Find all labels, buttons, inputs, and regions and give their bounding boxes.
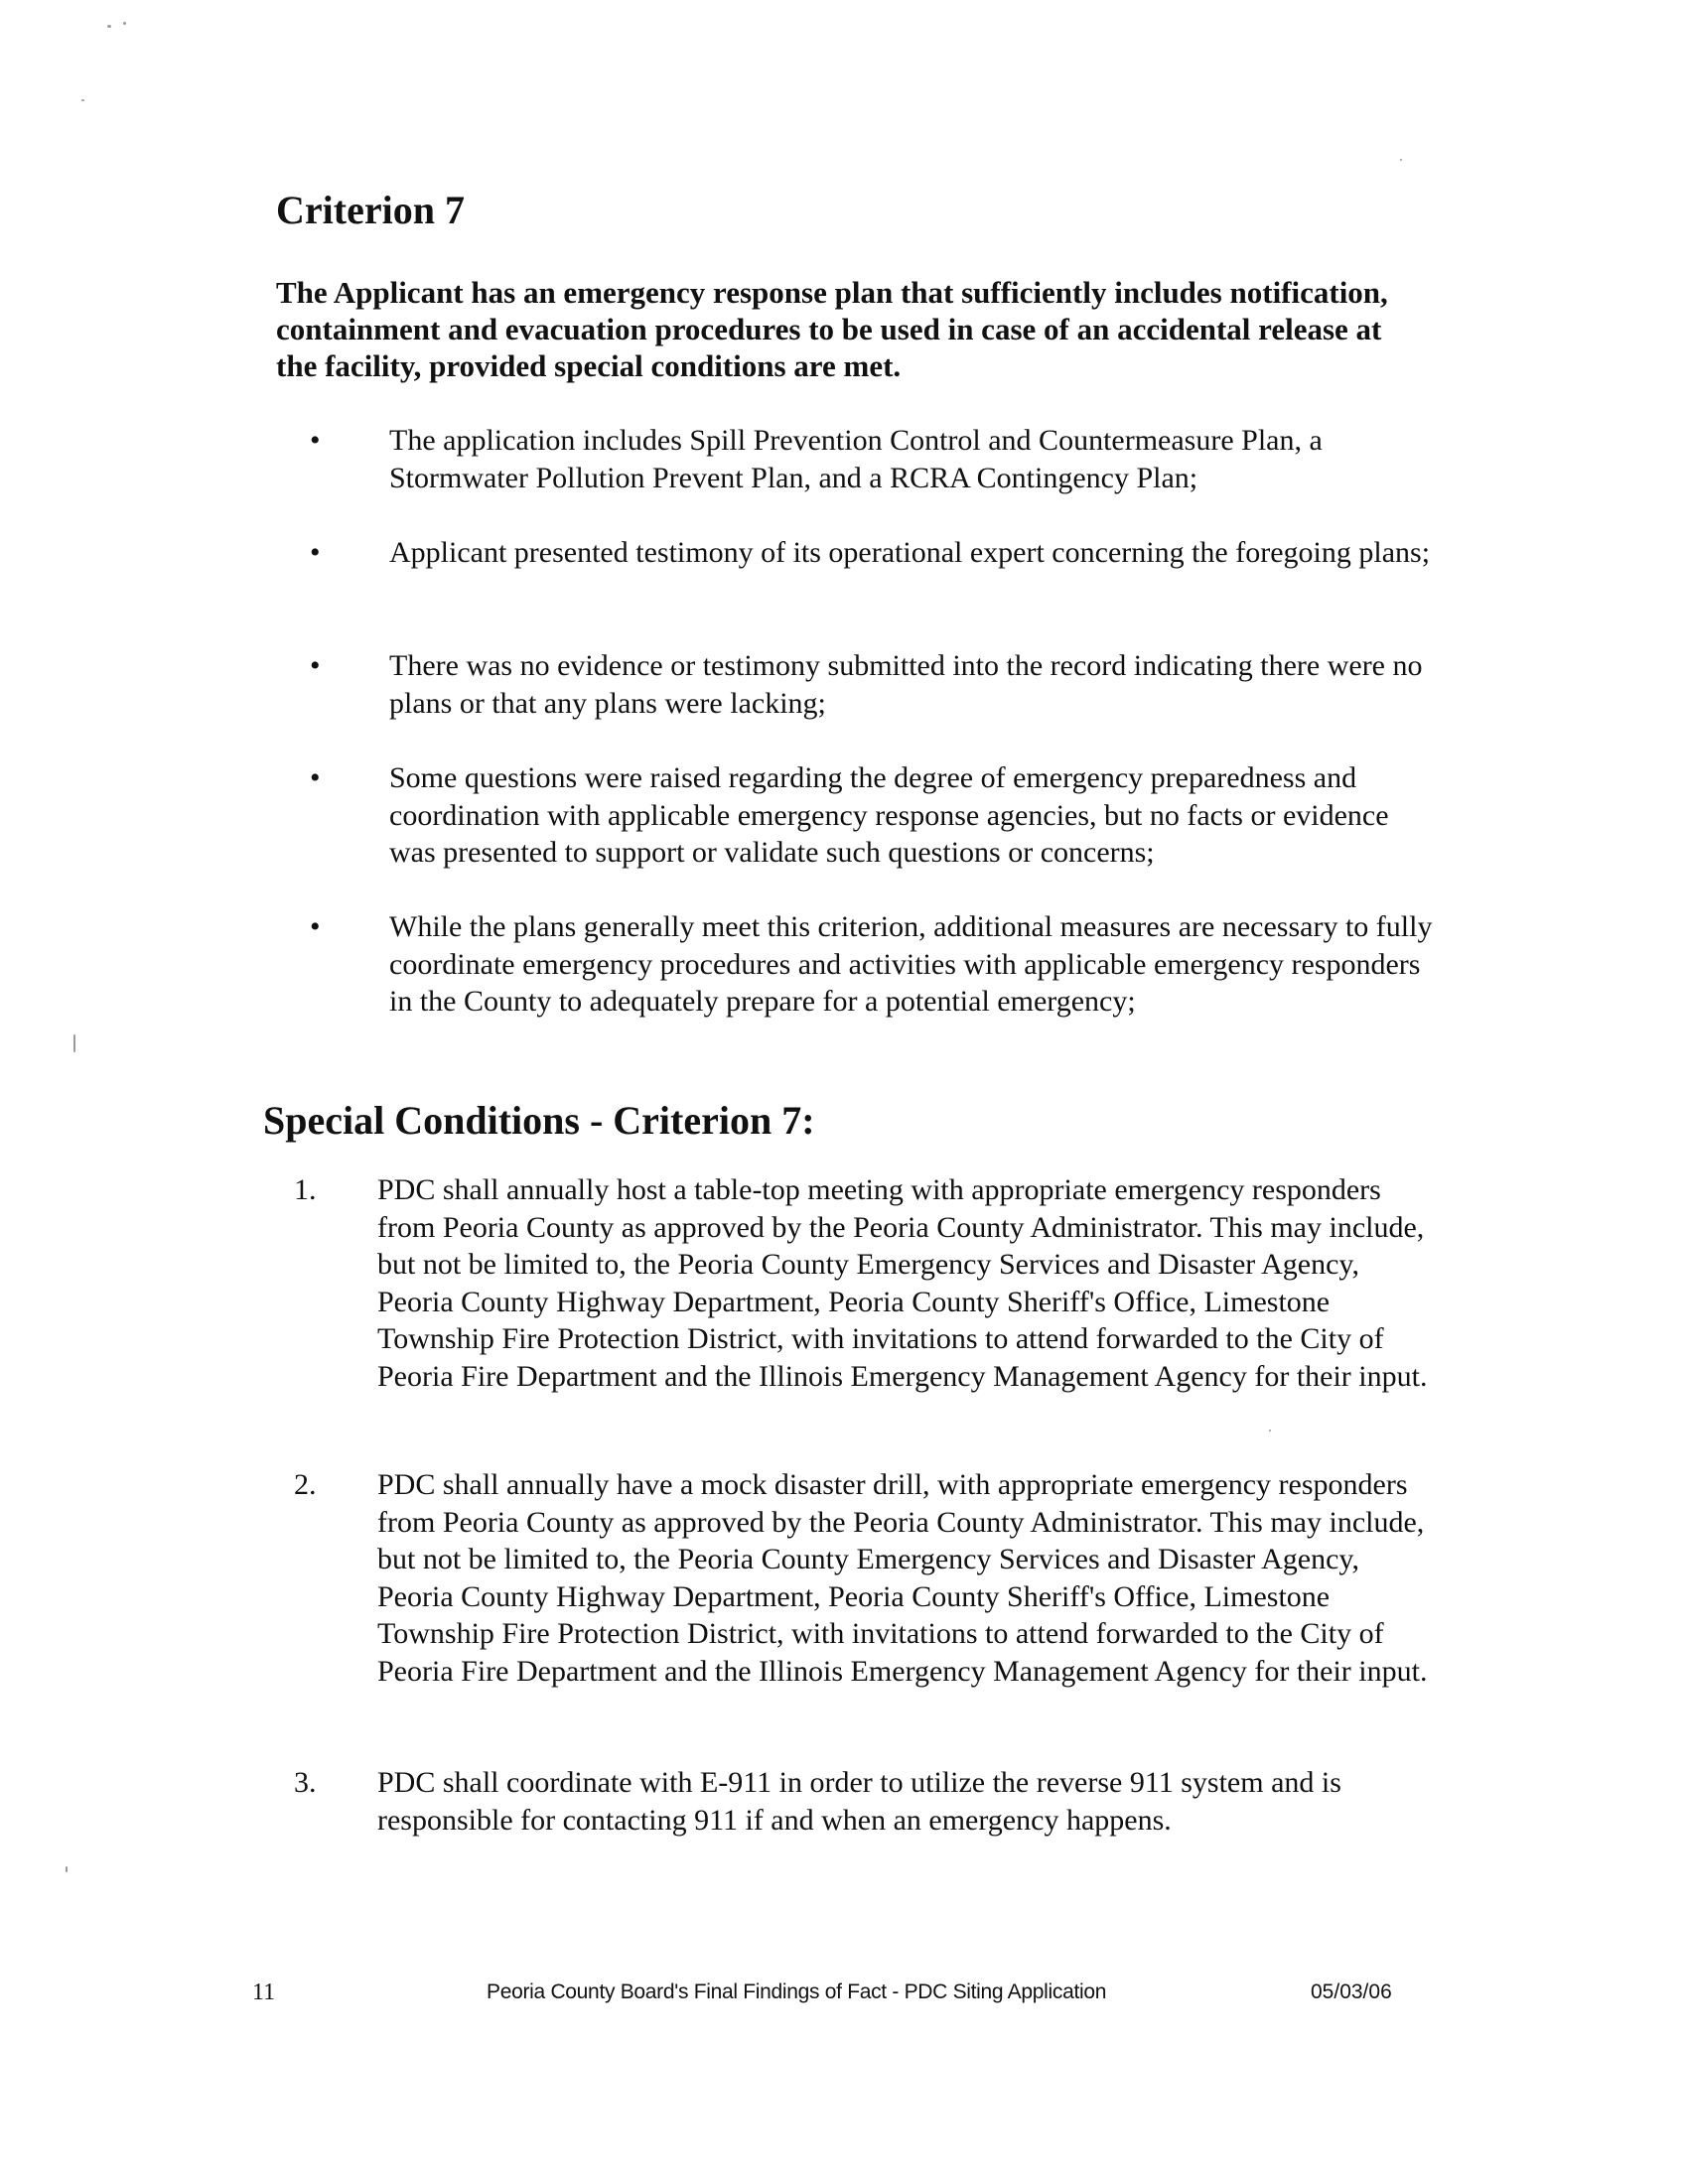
scan-speck xyxy=(73,1034,75,1052)
condition-text: PDC shall annually have a mock disaster drill, with appropriate emergency responders from Peoria County as approved by the Peoria County Administrator. This may include, but not be limited to, the Peoria County Emergency Services and Disaster Agency, Peoria County Highway Department, Peoria County Sheriff's Office, Limestone Township Fire Protection District, with invitations to attend forwarded to the City of Peoria Fire Department and the Illinois Emergency Management Agency for their input. xyxy=(377,1468,1428,1688)
bullet-icon: • xyxy=(310,761,321,794)
bullet-icon: • xyxy=(310,649,321,682)
bullet-text: Some questions were raised regarding the degree of emergency preparedness and coordination with applicable emergency response agencies, but no facts or evidence was presented to support or validate such questions or concerns; xyxy=(389,761,1389,869)
condition-number: 2. xyxy=(294,1468,317,1501)
bullet-icon: • xyxy=(310,910,321,943)
footer-title: Peoria County Board's Final Findings of Fact - PDC Siting Application xyxy=(487,1980,1107,2003)
bullet-icon: • xyxy=(310,536,321,569)
scan-speck xyxy=(66,1866,68,1872)
criterion-heading: Criterion 7 xyxy=(276,188,465,232)
bullet-text: Applicant presented testimony of its operational expert concerning the foregoing plans; xyxy=(389,536,1431,569)
scan-speck xyxy=(1400,159,1402,161)
bullet-icon: • xyxy=(310,424,321,457)
scan-speck xyxy=(107,25,111,28)
bullet-text: There was no evidence or testimony submitted into the record indicating there were no plans or that any plans were lacking; xyxy=(389,649,1423,720)
scan-speck xyxy=(123,22,126,25)
scan-speck xyxy=(1269,1430,1271,1432)
scan-speck xyxy=(81,99,84,101)
special-conditions-heading: Special Conditions - Criterion 7: xyxy=(263,1098,815,1143)
footer-date: 05/03/06 xyxy=(1311,1980,1392,2003)
finding-statement: The Applicant has an emergency response plan that sufficiently includes notification, containment and evacuation procedures to be used in case of an accidental release at the facility, provided special conditions are met. xyxy=(276,275,1388,383)
condition-text: PDC shall annually host a table-top meeting with appropriate emergency responders from Peoria County as approved by the Peoria County Administrator. This may include, but not be limited to, the Peoria County Emergency Services and Disaster Agency, Peoria County Highway Department, Peoria County Sheriff's Office, Limestone Township Fire Protection District, with invitations to attend forwarded to the City of Peoria Fire Department and the Illinois Emergency Management Agency for their input. xyxy=(377,1173,1428,1393)
footer-page-number: 11 xyxy=(252,1979,276,2005)
bullet-text: While the plans generally meet this criterion, additional measures are necessary to fully coordinate emergency procedures and activities with applicable emergency responders in the County to adequately prepare for a potential emergency; xyxy=(389,910,1433,1018)
condition-number: 3. xyxy=(294,1766,317,1799)
bullet-text: The application includes Spill Prevention Control and Countermeasure Plan, a Stormwater Pollution Prevent Plan, and a RCRA Contingency Plan; xyxy=(389,424,1323,494)
condition-text: PDC shall coordinate with E-911 in order to utilize the reverse 911 system and is responsible for contacting 911 if and when an emergency happens. xyxy=(377,1766,1341,1837)
condition-number: 1. xyxy=(294,1173,317,1206)
